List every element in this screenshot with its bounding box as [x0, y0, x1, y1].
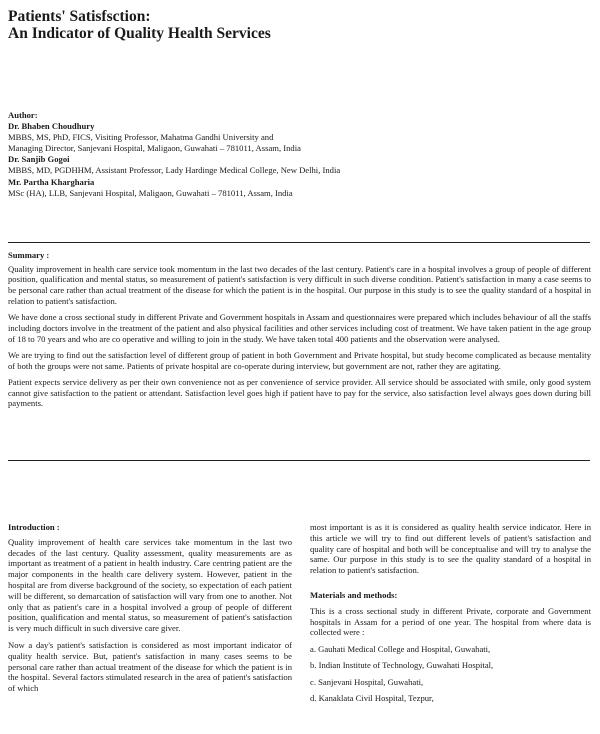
introduction-paragraph: Now a day's patient's satisfaction is considered as most important indicator of quality health service. But, patient's satisfaction in many cases seems to be personal care rather than actual treatment of the disease for which the patient is in the hospital. Several factors stimulated research in the area of patient's satisfaction of which: [8, 639, 292, 694]
introduction-heading: Introduction :: [8, 522, 60, 532]
right-column: [310, 522, 591, 709]
summary-bottom-rule: [8, 460, 590, 461]
introduction-continuation: most important is as it is considered as quality health service indicator. Here in this article we will try to find out different levels of patient's satisfaction and quality care of hospital and both will be conceptualise and will try to analyse the same. Our purpose in this study is to see the quality standard of a hospital in relation to patient's satisfaction.: [310, 522, 591, 576]
materials-heading: Materials and methods:: [310, 589, 398, 600]
title-line-1: Patients' Satisfsction:: [8, 8, 151, 25]
list-item: c. Sanjevani Hospital, Guwahati,: [310, 676, 424, 687]
summary-paragraph: We have done a cross sectional study in different Private and Government hospitals in Assam and questionnaires were prepared which includes behaviour of all the staffs including doctors involve in the treatment of the patient and also physical facilities and other services including cost of treatment. We have taken patient in the age group of 18 to 70 years and who are co operative and willing to join in the study. We have taken total 400 patients and the observation were analysed.: [8, 312, 591, 344]
summary-top-rule: [8, 242, 590, 243]
article-title: [8, 8, 271, 42]
summary-paragraph: Patient expects service delivery as per their own convenience not as per convenience of service provider. All service should be associated with smile, only good system cannot give satisfaction to the patient or attendant. Satisfaction level goes high if patient have to pay for the service, also satisfaction level always goes down during bill payments.: [8, 376, 591, 409]
summary-paragraph: Quality improvement in health care service took momentum in the last two decades of the last century. Patient's care in a hospital involves a group of people of different position, qualification and mental status, so measurement of patient's satisfaction is very difficult in such diverse condition. Patient's satisfaction in many a case seems to be personal care rather than actual treatment of the disease for which the patient is in the hospital. Our purpose in this study is to see the quality standard of a hospital in relation to patient's satisfaction.: [8, 263, 591, 306]
hospital-list: [310, 644, 591, 704]
author-affiliation: MBBS, MS, PhD, FICS, Visiting Professor, Mahatma Gandhi University and: [8, 132, 274, 143]
summary-section: [8, 250, 591, 415]
introduction-paragraph: Quality improvement of health care services take momentum in the last two decades of the last century. Quality assessment, quality measurements are as important as treatment of a patient in health industry. Care centring patient are the major components in the health care delivery system. However, patient in the hospital are from diverse background of the society, so expectation of each patient will be different, so demarcation of satisfaction will vary from one to another. Not only that as patient's care in a hospital involved a group of people of different position, qualification and mental status, so measurement of patient's satisfaction is very much difficult in such diversive care giver.: [8, 536, 292, 634]
author-affiliation: MBBS, MD, PGDHHM, Assistant Professor, Lady Hardinge Medical College, New Delhi, India: [8, 165, 341, 176]
author-affiliation: Managing Director, Sanjevani Hospital, Maligaon, Guwahati – 781011, Assam, India: [8, 143, 301, 154]
left-column: [8, 522, 292, 700]
author-label: Author:: [8, 110, 38, 120]
author-name: Mr. Partha Khargharia: [8, 176, 95, 187]
author-block: [8, 110, 593, 199]
list-item: b. Indian Institute of Technology, Guwahati Hospital,: [310, 660, 494, 671]
author-affiliation: MSc (HA), LLB, Sanjevani Hospital, Maligaon, Guwahati – 781011, Assam, India: [8, 187, 293, 198]
author-name: Dr. Bhaben Choudhury: [8, 121, 95, 132]
materials-paragraph: This is a cross sectional study in different Private, corporate and Government hospitals in Assam for a period of one year. The hospital from where data is collected were :: [310, 605, 591, 638]
summary-heading: Summary :: [8, 250, 50, 260]
title-line-2: An Indicator of Quality Health Services: [8, 25, 271, 42]
list-item: a. Gauhati Medical College and Hospital, Guwahati,: [310, 644, 491, 655]
summary-paragraph: We are trying to find out the satisfaction level of different group of patient in both Government and Private hospital, but study become complicated as because mentality of both the groups were not same. Patients of private hospital are co-operate during interview, but government are not, rather they are agitating.: [8, 349, 591, 371]
list-item: d. Kanaklata Civil Hospital, Tezpur,: [310, 693, 434, 704]
author-name: Dr. Sanjib Gogoi: [8, 154, 70, 165]
